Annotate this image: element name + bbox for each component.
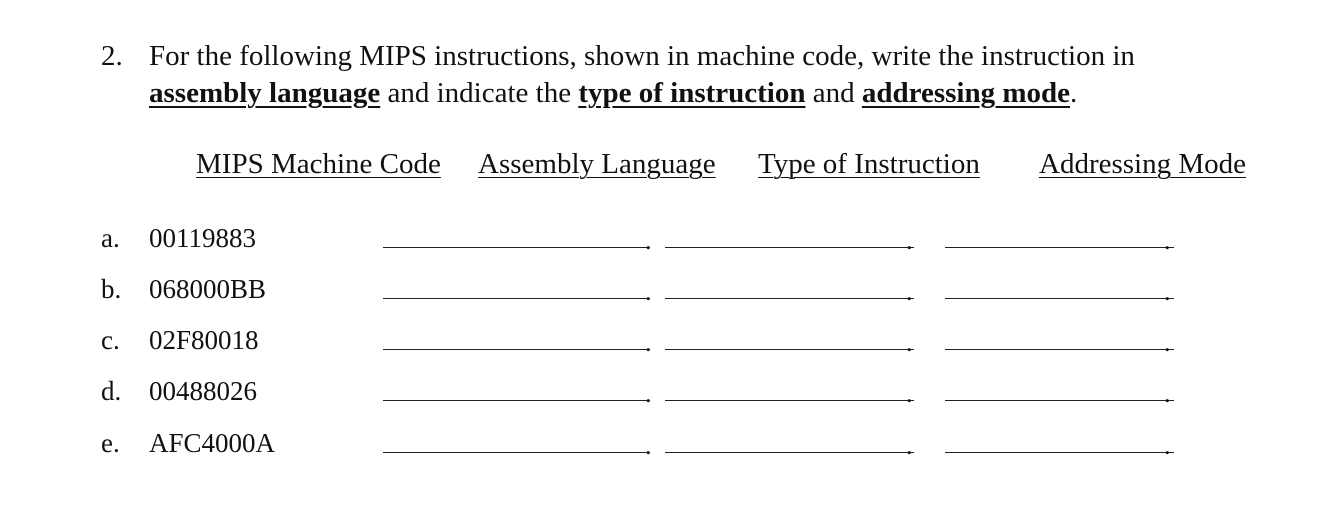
- blank-terminator: .: [1164, 379, 1171, 408]
- blank-terminator: .: [645, 226, 652, 255]
- blank-terminator: .: [906, 277, 913, 306]
- column-header-addressing-mode: Addressing Mode: [1039, 148, 1247, 180]
- type-of-instruction-blank[interactable]: [665, 452, 914, 453]
- blank-terminator: .: [645, 277, 652, 306]
- blank-terminator: .: [645, 431, 652, 460]
- type-of-instruction-blank[interactable]: [665, 298, 914, 299]
- row-letter: d.: [101, 376, 122, 406]
- addressing-mode-blank[interactable]: [945, 400, 1174, 401]
- machine-code-value: 00119883: [149, 223, 256, 253]
- type-of-instruction-blank[interactable]: [665, 247, 914, 248]
- question-line-2: [149, 75, 1279, 112]
- column-header-assembly-language: Assembly Language: [478, 148, 716, 180]
- addressing-mode-blank[interactable]: [945, 452, 1174, 453]
- assembly-language-blank[interactable]: [383, 400, 650, 401]
- answer-row-e: [101, 425, 1201, 465]
- column-header-machine-code: MIPS Machine Code: [196, 148, 441, 180]
- row-letter: e.: [101, 428, 120, 458]
- blank-terminator: .: [1164, 226, 1171, 255]
- emphasis-type-of-instruction: type of instruction: [578, 77, 806, 109]
- assembly-language-blank[interactable]: [383, 349, 650, 350]
- machine-code-value: AFC4000A: [149, 428, 276, 458]
- blank-terminator: .: [906, 328, 913, 357]
- question-line-2-mid-1: and indicate the: [380, 77, 579, 109]
- blank-terminator: .: [1164, 328, 1171, 357]
- type-of-instruction-blank[interactable]: [665, 400, 914, 401]
- blank-terminator: .: [645, 379, 652, 408]
- assembly-language-blank[interactable]: [383, 247, 650, 248]
- assembly-language-blank[interactable]: [383, 298, 650, 299]
- machine-code-value: 00488026: [149, 376, 257, 406]
- question-line-2-mid-2: and: [805, 77, 862, 109]
- question-line-1: For the following MIPS instructions, shown in machine code, write the instruction in: [149, 40, 1135, 72]
- type-of-instruction-blank[interactable]: [665, 349, 914, 350]
- addressing-mode-blank[interactable]: [945, 349, 1174, 350]
- machine-code-value: 02F80018: [149, 325, 259, 355]
- blank-terminator: .: [1164, 431, 1171, 460]
- question-line-2-end: .: [1070, 77, 1078, 109]
- question-number: 2.: [101, 40, 123, 72]
- addressing-mode-blank[interactable]: [945, 247, 1174, 248]
- answer-row-a: [101, 220, 1201, 260]
- column-header-type-of-instruction: Type of Instruction: [758, 148, 980, 180]
- assembly-language-blank[interactable]: [383, 452, 650, 453]
- row-letter: b.: [101, 274, 122, 304]
- answer-row-b: [101, 271, 1201, 311]
- row-letter: a.: [101, 223, 120, 253]
- blank-terminator: .: [906, 226, 913, 255]
- row-letter: c.: [101, 325, 120, 355]
- blank-terminator: .: [1164, 277, 1171, 306]
- machine-code-value: 068000BB: [149, 274, 267, 304]
- answer-row-c: [101, 322, 1201, 362]
- addressing-mode-blank[interactable]: [945, 298, 1174, 299]
- blank-terminator: .: [645, 328, 652, 357]
- blank-terminator: .: [906, 431, 913, 460]
- emphasis-addressing-mode: addressing mode: [861, 77, 1071, 109]
- emphasis-assembly-language: assembly language: [149, 77, 381, 109]
- question-text: [149, 38, 1279, 112]
- answer-row-d: [101, 373, 1201, 413]
- blank-terminator: .: [906, 379, 913, 408]
